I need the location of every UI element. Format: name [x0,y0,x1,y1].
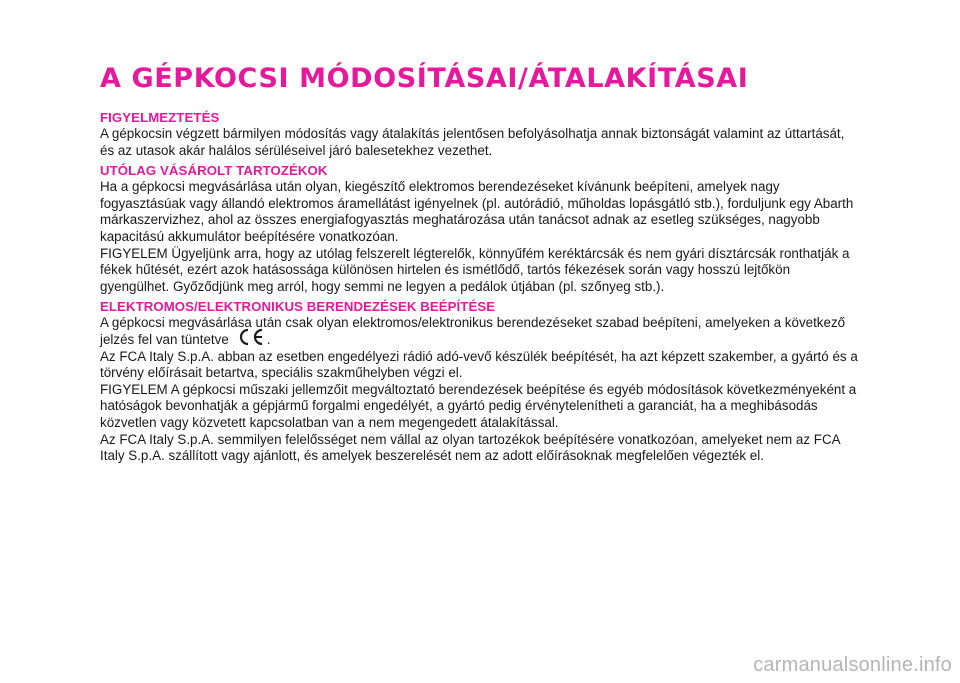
ce-mark-icon [235,326,265,348]
paragraph-ce [100,315,860,348]
paragraph: FIGYELEM Ügyeljünk arra, hogy az utólag felszerelt légterelők, könnyűfém keréktárcsák és nem gyári dísztárcsák ronthatják a fékek hűtését, ezért azok hatásossága különösen hirtelen és ismétlődő, tartós fékezések során vagy hosszú lejtőkön gyengülhet. Győződjünk meg arról, hogy semmi ne legyen a pedálok útjában (pl. szőnyeg stb.). [100,245,850,294]
paragraph: Az FCA Italy S.p.A. semmilyen felelősséget nem vállal az olyan tartozékok beépítésére vonatkozóan, amelyeket nem az FCA Italy S.p.A. szállított vagy ajánlott, és amelyek beszerelését nem az adott előírásoknak megfelelően végezték el. [100,431,840,464]
section-heading: FIGYELMEZTETÉS [100,110,220,125]
paragraph: Ha a gépkocsi megvásárlása után olyan, kiegészítő elektromos berendezéseket kívánunk beépíteni, amelyek nagy fogyasztásúak vagy állandó elektromos áramellátást igényelnek (pl. autórádió, műholdas lopásgátló stb.), forduljunk egy Abarth márkaszervizhez, ahol az összes energiafogyasztás meghatározása után tanácsot adnak az esetleg szükséges, nagyobb kapacitású akkumulátor beépítésére vonatkozóan. [100,179,854,244]
section-heading: UTÓLAG VÁSÁROLT TARTOZÉKOK [100,163,328,179]
paragraph: A gépkocsin végzett bármilyen módosítás vagy átalakítás jelentősen befolyásolhatja annak biztonságát valamint az úttartását, és az utasok akár halálos sérüléseivel járó balesetekhez vezethet. [100,126,845,158]
paragraph: FIGYELEM A gépkocsi műszaki jellemzőit megváltoztató berendezések beépítése és egyéb módosítások következményeként a hatóságok bevonhatják a gépjármű forgalmi engedélyét, a gyártó pedig érvénytelenítheti a garanciát, ha a meghibásodás közvetlen vagy közvetett kapcsolatban van a nem megengedett átalakítással. [100,381,857,430]
paragraph-text: A gépkocsi megvásárlása után csak olyan elektromos/elektronikus berendezéseket szabad beépíteni, amelyeken a következő jelzés fel van tüntetve [100,315,846,347]
section-warning [100,110,860,159]
watermark: carmanualsonline.info [753,654,952,676]
section-electronics [100,299,860,464]
document-page [100,62,860,469]
paragraph: Az FCA Italy S.p.A. abban az esetben engedélyezi rádió adó-vevő készülék beépítését, ha azt képzett szakember, a gyártó és a törvény előírásait betartva, speciális szakműhelyben végzi el. [100,348,858,381]
section-heading: ELEKTROMOS/ELEKTRONIKUS BERENDEZÉSEK BEÉPÍTÉSE [100,299,496,315]
paragraph-text: . [266,331,271,347]
section-accessories [100,163,860,295]
page-title: A GÉPKOCSI MÓDOSÍTÁSAI/ÁTALAKÍTÁSAI [100,63,749,94]
